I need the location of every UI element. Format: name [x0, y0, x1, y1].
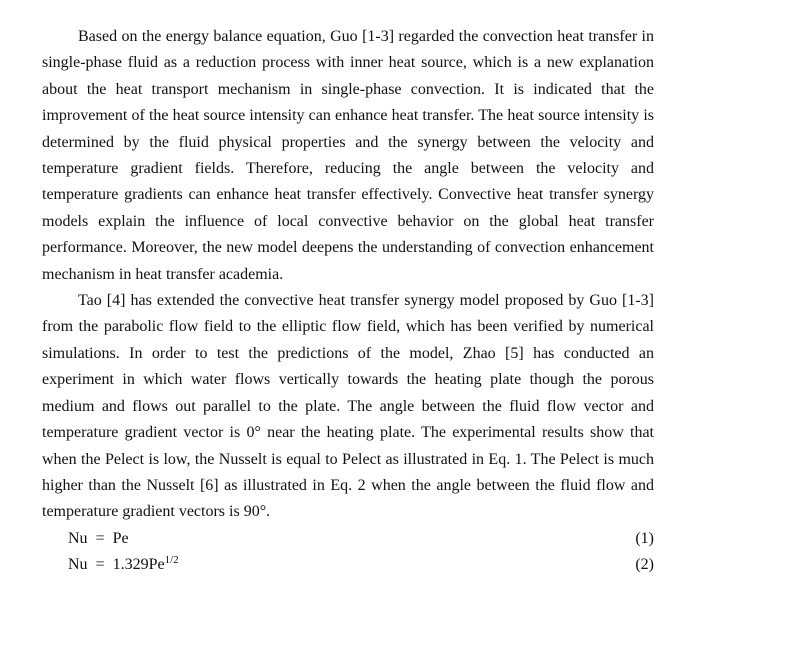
equation-2-body	[68, 552, 179, 578]
equation-2-operator: =	[95, 556, 105, 574]
equation-2-rhs: 1.329Pe	[112, 556, 165, 574]
equation-1-operator: =	[95, 529, 105, 547]
equation-1-lhs: Nu	[68, 529, 88, 547]
equation-1	[42, 526, 654, 552]
equation-2-exponent: 1/2	[164, 554, 179, 567]
document-body	[42, 24, 654, 579]
paragraph-2: Tao [4] has extended the convective heat transfer synergy model proposed by Guo [1-3] from the parabolic flow field to the elliptic flow field, which has been verified by numerical simulations. In order to test the predictions of the model, Zhao [5] has conducted an experiment in which water flows vertically towards the heating plate though the porous medium and flows out parallel to the plate. The angle between the fluid flow vector and temperature gradient vector is 0° near the heating plate. The experimental results show that when the Pelect is low, the Nusselt is equal to Pelect as illustrated in Eq. 1. The Pelect is much higher than the Nusselt [6] as illustrated in Eq. 2 when the angle between the fluid flow and temperature gradient vectors is 90°.	[42, 292, 654, 521]
equation-2-number: (2)	[635, 556, 654, 574]
equation-2-lhs: Nu	[68, 556, 88, 574]
equation-1-rhs: Pe	[112, 529, 129, 547]
equation-1-body	[68, 526, 129, 552]
equation-1-number: (1)	[635, 529, 654, 547]
paragraph-1: Based on the energy balance equation, Guo [1-3] regarded the convection heat transfer in single-phase fluid as a reduction process with inner heat source, which is a new explanation about the heat transport mechanism in single-phase convection. It is indicated that the improvement of the heat source intensity can enhance heat transfer. The heat source intensity is determined by the fluid physical properties and the synergy between the velocity and temperature gradient fields. Therefore, reducing the angle between the velocity and temperature gradients can enhance heat transfer effectively. Convective heat transfer synergy models explain the influence of local convective behavior on the global heat transfer performance. Moreover, the new model deepens the understanding of convection enhancement mechanism in heat transfer academia.	[42, 28, 654, 283]
equation-2	[42, 552, 654, 578]
